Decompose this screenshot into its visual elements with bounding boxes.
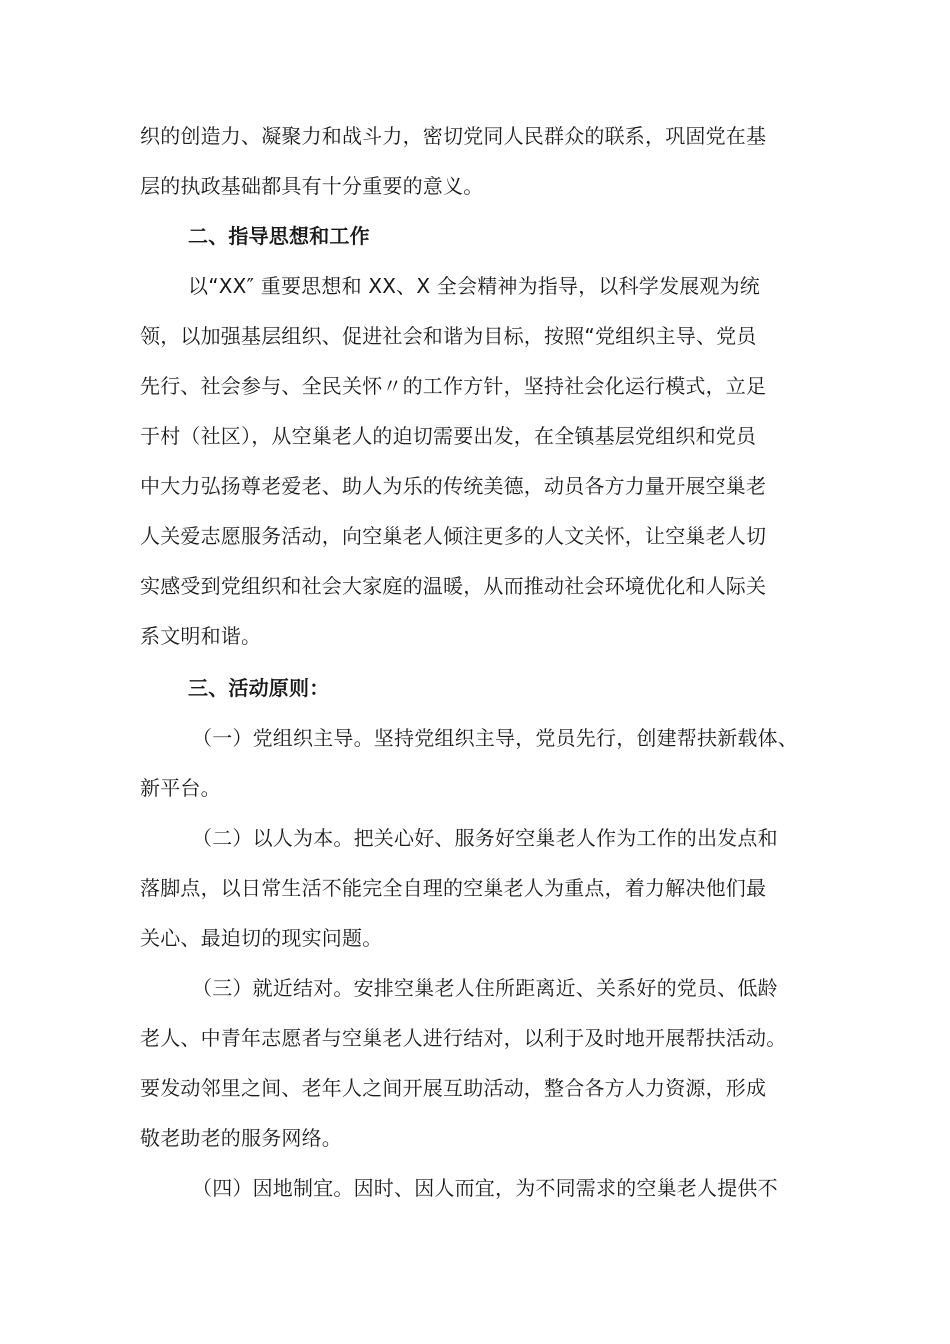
paragraph-line: （二）以人为本。把关心好、服务好空巢老人作为工作的出发点和 <box>192 826 778 850</box>
paragraph-line: 织的创造力、凝聚力和战斗力，密切党同人民群众的联系，巩固党在基 <box>140 124 767 148</box>
paragraph-line: 中大力弘扬尊老爱老、助人为乐的传统美德，动员各方力量开展空巢老 <box>140 474 767 498</box>
paragraph-line: 老人、中青年志愿者与空巢老人进行结对，以利于及时地开展帮扶活动。 <box>140 1026 787 1050</box>
paragraph-line: 落脚点，以日常生活不能完全自理的空巢老人为重点，着力解决他们最 <box>140 876 767 900</box>
paragraph-line: 系文明和谐。 <box>140 624 262 648</box>
paragraph-line: 领，以加强基层组织、促进社会和谐为目标，按照“党组织主导、党员 <box>140 324 757 348</box>
section-heading: 三、活动原则： <box>188 676 330 700</box>
paragraph-line: 人关爱志愿服务活动，向空巢老人倾注更多的人文关怀，让空巢老人切 <box>140 524 767 548</box>
section-heading: 二、指导思想和工作 <box>188 224 370 248</box>
paragraph-line: 于村（社区），从空巢老人的迫切需要出发，在全镇基层党组织和党员 <box>140 424 757 448</box>
paragraph-line: 实感受到党组织和社会大家庭的温暖，从而推动社会环境优化和人际关 <box>140 574 767 598</box>
paragraph-line: 层的执政基础都具有十分重要的意义。 <box>140 174 484 198</box>
paragraph-line: 要发动邻里之间、老年人之间开展互助活动，整合各方人力资源，形成 <box>140 1076 767 1100</box>
paragraph-line: （三）就近结对。安排空巢老人住所距离近、关系好的党员、低龄 <box>192 976 778 1000</box>
paragraph-line: 敬老助老的服务网络。 <box>140 1126 342 1150</box>
paragraph-line: （一）党组织主导。坚持党组织主导，党员先行，创建帮扶新载体、 <box>192 726 798 750</box>
paragraph-line: 关心、最迫切的现实问题。 <box>140 926 383 950</box>
paragraph-line: （四）因地制宜。因时、因人而宜，为不同需求的空巢老人提供不 <box>192 1176 778 1200</box>
paragraph-line: 新平台。 <box>140 776 221 800</box>
paragraph-line: 以“XX″ 重要思想和 XX、X 全会精神为指导，以科学发展观为统 <box>188 274 761 298</box>
paragraph-line: 先行、社会参与、全民关怀〃的工作方针，坚持社会化运行模式，立足 <box>140 374 767 398</box>
